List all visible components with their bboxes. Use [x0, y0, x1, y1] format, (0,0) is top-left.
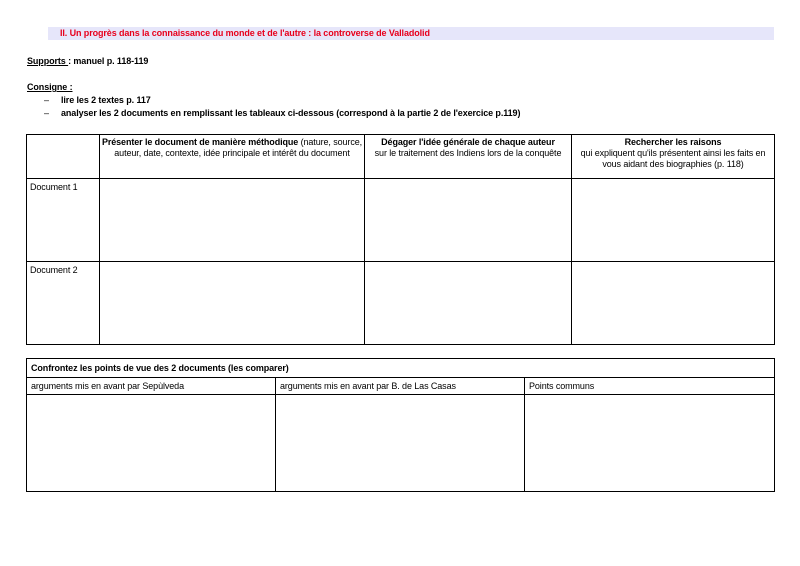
answer-cell[interactable]	[100, 179, 365, 262]
header-normal: sur le traitement des Indiens lors de la conquête	[374, 148, 562, 158]
bullet-dash: –	[44, 108, 49, 118]
supports-line	[27, 56, 148, 66]
header-normal: (nature, source, auteur, date, contexte, idée principale et intérêt du document	[114, 137, 363, 158]
header-bold: Dégager l'idée générale de chaque auteur	[381, 137, 555, 147]
header-normal: qui expliquent qu'ils présentent ainsi les faits en vous aidant des biographies (p. 118)	[580, 148, 766, 169]
supports-text: : manuel p. 118-119	[68, 56, 149, 66]
col-points-communs: Points communs	[525, 378, 775, 395]
comparison-header-row	[27, 378, 775, 395]
bullet-dash: –	[44, 95, 49, 105]
answer-cell[interactable]	[100, 262, 365, 345]
consigne-item-text: lire les 2 textes p. 117	[61, 95, 151, 105]
comparison-answer-row	[27, 395, 775, 492]
answer-cell[interactable]	[276, 395, 525, 492]
table-header-row	[27, 135, 775, 179]
section-heading: II. Un progrès dans la connaissance du monde et de l'autre : la controverse de Valladolid	[48, 27, 774, 40]
col-las-casas: arguments mis en avant par B. de Las Casas	[276, 378, 525, 395]
consigne-item-text: analyser les 2 documents en remplissant les tableaux ci-dessous (correspond à la partie 2 de l'exercice p.119)	[61, 108, 521, 118]
analysis-table	[26, 134, 775, 345]
comparison-title-row	[27, 359, 775, 378]
row-label-document-1: Document 1	[27, 179, 100, 262]
header-presenter	[100, 135, 365, 179]
header-rechercher	[572, 135, 775, 179]
consigne-label: Consigne :	[27, 82, 73, 92]
table-row	[27, 262, 775, 345]
answer-cell[interactable]	[525, 395, 775, 492]
header-bold: Rechercher les raisons	[624, 137, 722, 147]
row-label-document-2: Document 2	[27, 262, 100, 345]
header-bold: Présenter le document de manière méthodique	[101, 137, 299, 147]
corner-cell	[27, 135, 100, 179]
answer-cell[interactable]	[572, 262, 775, 345]
answer-cell[interactable]	[365, 262, 572, 345]
header-degager	[365, 135, 572, 179]
answer-cell[interactable]	[572, 179, 775, 262]
supports-label: Supports	[27, 56, 69, 66]
answer-cell[interactable]	[27, 395, 276, 492]
answer-cell[interactable]	[365, 179, 572, 262]
col-sepulveda: arguments mis en avant par Sepùlveda	[27, 378, 276, 395]
comparison-title: Confrontez les points de vue des 2 documents (les comparer)	[27, 359, 775, 378]
table-row	[27, 179, 775, 262]
comparison-table	[26, 358, 775, 492]
